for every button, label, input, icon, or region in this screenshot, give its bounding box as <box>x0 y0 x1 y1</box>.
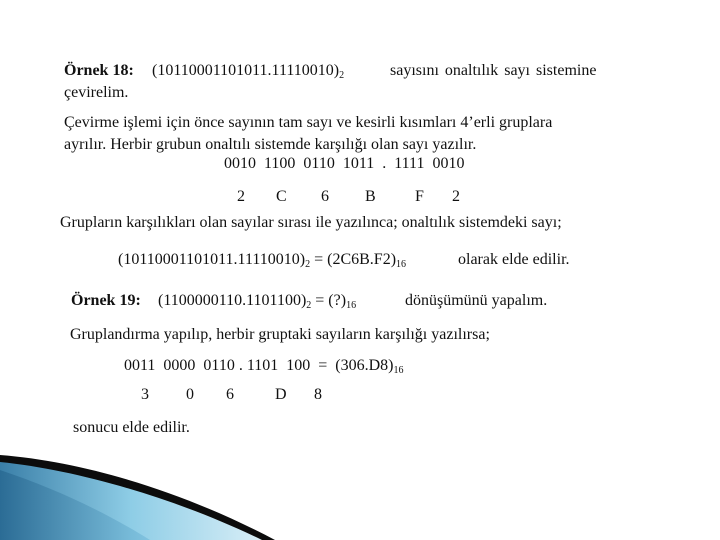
example-18-binary-groups: 0010 1100 0110 1011 . 1111 0010 <box>224 155 465 172</box>
hex-digit: C <box>276 188 287 205</box>
example-18-line2: çevirelim. <box>64 84 129 101</box>
hex-digit: 6 <box>226 386 234 403</box>
example-18-result: $(10110001101011.11110010)_2 = (2C6B.F2)_{16}$ <box>118 251 407 270</box>
example-19-title: Örnek 19: <box>71 292 141 309</box>
hex-digit: 2 <box>452 188 460 205</box>
example-19-conclusion: sonucu elde edilir. <box>73 419 190 436</box>
hex-digit: F <box>415 188 424 205</box>
hex-digit: 3 <box>141 386 149 403</box>
example-19-para1: Gruplandırma yapılıp, herbir gruptaki sayıların karşılığı yazılırsa; <box>70 326 490 343</box>
hex-digit: 6 <box>321 188 329 205</box>
hex-digit: B <box>365 188 376 205</box>
example-18-instruction: sayısını onaltılık sayı sistemine <box>390 62 597 79</box>
example-18-para1-line1: Çevirme işlemi için önce sayının tam sayı ve kesirli kısımları 4’erli gruplara <box>64 114 553 131</box>
hex-digit: 0 <box>186 386 194 403</box>
hex-digit: 2 <box>237 188 245 205</box>
example-19-binary-groups: 0011 0000 0110 . 1101 $100 = (306.D8)_{16}$ <box>124 357 404 376</box>
example-19-instruction: dönüşümünü yapalım. <box>405 292 548 309</box>
example-18-para1-line2: ayrılır. Herbir grubun onaltılı sistemde karşılığı olan sayı yazılır. <box>64 136 477 153</box>
example-18-number: $(10110001101011.11110010)_2$ <box>152 62 345 81</box>
example-18-para2: Grupların karşılıkları olan sayılar sırası ile yazılınca; onaltılık sistemdeki sayı; <box>60 214 562 231</box>
hex-digit: D <box>275 386 287 403</box>
example-18-title: Örnek 18: <box>64 62 134 79</box>
example-19-number: $(1100000110.1101100)_2$ = $(?)_{16}$ <box>158 292 357 311</box>
hex-digit: 8 <box>314 386 322 403</box>
example-18-result-tail: olarak elde edilir. <box>458 251 570 268</box>
